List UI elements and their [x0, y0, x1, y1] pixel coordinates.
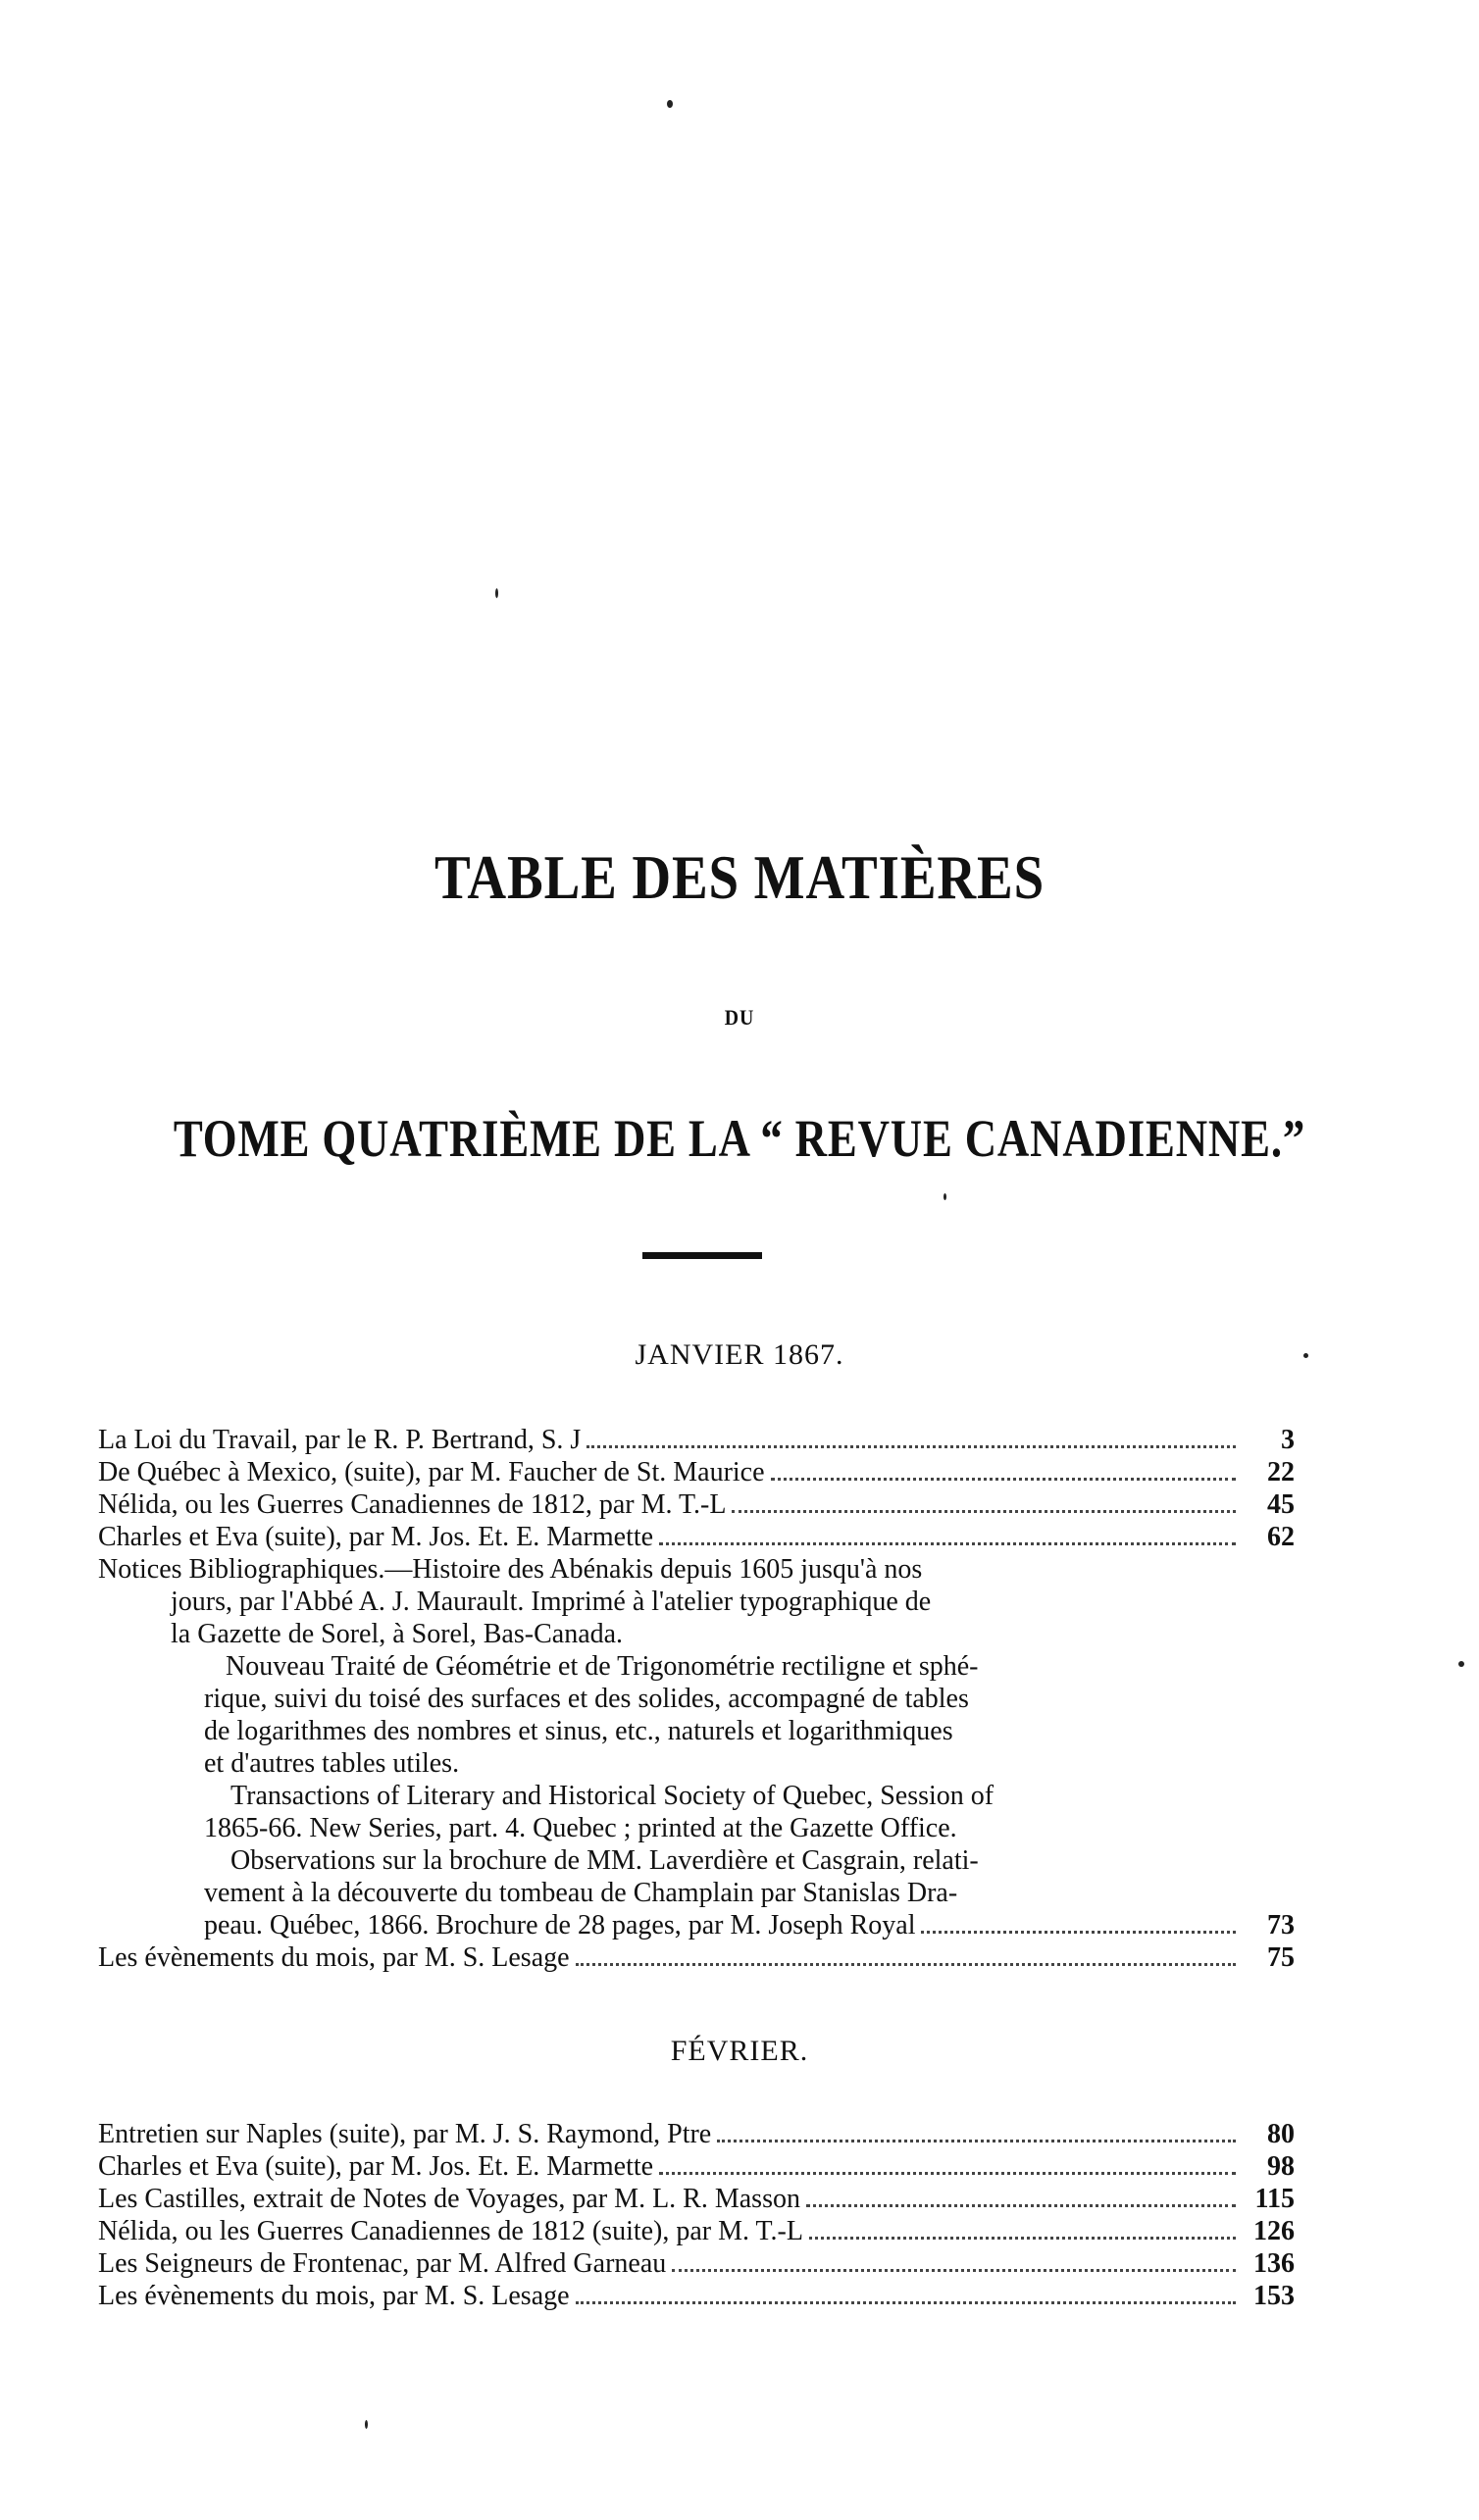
leader-dots [576, 2301, 1236, 2304]
traite-line [98, 1715, 1295, 1747]
title-divider [642, 1252, 762, 1259]
toc-entry[interactable] [98, 1456, 1295, 1488]
leader-dots [809, 2237, 1236, 2240]
janvier-entries [98, 1424, 1295, 1974]
entry-title: De Québec à Mexico, (suite), par M. Faucher de St. Maurice [98, 1457, 765, 1487]
transactions-text: 1865-66. New Series, part. 4. Quebec ; printed at the Gazette Office. [204, 1813, 957, 1843]
traite-text: Nouveau Traité de Géométrie et de Trigonométrie rectiligne et sphé- [226, 1651, 979, 1682]
toc-entry[interactable] [98, 2118, 1295, 2150]
notices-line [98, 1553, 1295, 1586]
entry-page: 80 [1267, 2119, 1295, 2149]
notices-text: la Gazette de Sorel, à Sorel, Bas-Canada. [171, 1619, 624, 1649]
leader-dots [921, 1931, 1236, 1934]
leader-dots [586, 1445, 1236, 1448]
observations-text: Observations sur la brochure de MM. Laverdière et Casgrain, relati- [230, 1845, 979, 1876]
traite-text: et d'autres tables utiles. [204, 1748, 460, 1779]
page-subtitle: TOME QUATRIÈME DE LA “ REVUE CANADIENNE.” [173, 1109, 1306, 1168]
toc-entry[interactable] [98, 1488, 1295, 1521]
page-title: TABLE DES MATIÈRES [434, 842, 1046, 912]
entry-title: peau. Québec, 1866. Brochure de 28 pages, par M. Joseph Royal [204, 1910, 916, 1940]
section-heading-janvier: JANVIER 1867. [635, 1338, 844, 1371]
traite-line [98, 1650, 1295, 1683]
leader-dots [659, 1542, 1236, 1545]
leader-dots [806, 2204, 1236, 2207]
entry-page: 75 [1267, 1942, 1295, 1973]
transactions-text: Transactions of Literary and Historical Society of Quebec, Session of [230, 1781, 994, 1811]
toc-entry[interactable] [98, 2150, 1295, 2183]
entry-page: 153 [1253, 2281, 1295, 2311]
observations-text: vement à la découverte du tombeau de Champlain par Stanislas Dra- [204, 1878, 958, 1908]
entry-title: Nélida, ou les Guerres Canadiennes de 1812 (suite), par M. T.-L [98, 2216, 803, 2246]
notices-text: Notices Bibliographiques.—Histoire des Abénakis depuis 1605 jusqu'à nos [98, 1554, 923, 1585]
entry-title: Les Castilles, extrait de Notes de Voyages, par M. L. R. Masson [98, 2184, 800, 2214]
toc-entry[interactable] [98, 2183, 1295, 2215]
entry-title: Les évènements du mois, par M. S. Lesage [98, 1942, 570, 1973]
entry-page: 126 [1253, 2216, 1295, 2246]
entry-page: 62 [1267, 1522, 1295, 1552]
traite-text: de logarithmes des nombres et sinus, etc., naturels et logarithmiques [204, 1716, 953, 1746]
traite-text: rique, suivi du toisé des surfaces et des solides, accompagné de tables [204, 1684, 969, 1714]
entry-title: Charles et Eva (suite), par M. Jos. Et. E. Marmette [98, 1522, 654, 1552]
entry-page: 73 [1267, 1910, 1295, 1940]
entry-title: Les Seigneurs de Frontenac, par M. Alfred Garneau [98, 2248, 667, 2279]
title-du: DU [724, 1005, 755, 1030]
notices-line [98, 1586, 1295, 1618]
leader-dots [672, 2269, 1236, 2272]
entry-page: 3 [1281, 1425, 1295, 1455]
toc-entry[interactable] [98, 1521, 1295, 1553]
fevrier-entries [98, 2118, 1295, 2312]
toc-entry[interactable] [98, 2280, 1295, 2312]
toc-entry[interactable] [98, 1909, 1295, 1941]
toc-entry[interactable] [98, 1941, 1295, 1974]
observations-line [98, 1844, 1295, 1877]
entry-page: 22 [1267, 1457, 1295, 1487]
observations-line [98, 1877, 1295, 1909]
leader-dots [717, 2140, 1236, 2142]
leader-dots [659, 2172, 1236, 2175]
transactions-line [98, 1812, 1295, 1844]
entry-page: 45 [1267, 1489, 1295, 1520]
traite-line [98, 1683, 1295, 1715]
notices-text: jours, par l'Abbé A. J. Maurault. Imprimé à l'atelier typographique de [171, 1587, 932, 1617]
leader-dots [576, 1963, 1236, 1966]
entry-title: Les évènements du mois, par M. S. Lesage [98, 2281, 570, 2311]
traite-line [98, 1747, 1295, 1780]
toc-entry[interactable] [98, 2247, 1295, 2280]
entry-title: Charles et Eva (suite), par M. Jos. Et. E. Marmette [98, 2151, 654, 2182]
leader-dots [732, 1510, 1236, 1513]
notices-line [98, 1618, 1295, 1650]
entry-page: 115 [1254, 2184, 1295, 2214]
entry-page: 98 [1267, 2151, 1295, 2182]
leader-dots [771, 1478, 1236, 1481]
entry-title: La Loi du Travail, par le R. P. Bertrand, S. J [98, 1425, 582, 1455]
entry-title: Entretien sur Naples (suite), par M. J. S. Raymond, Ptre [98, 2119, 712, 2149]
entry-title: Nélida, ou les Guerres Canadiennes de 1812, par M. T.-L [98, 1489, 727, 1520]
section-heading-fevrier: FÉVRIER. [670, 2035, 809, 2067]
entry-page: 136 [1253, 2248, 1295, 2279]
toc-entry[interactable] [98, 1424, 1295, 1456]
toc-entry[interactable] [98, 2215, 1295, 2247]
transactions-line [98, 1780, 1295, 1812]
